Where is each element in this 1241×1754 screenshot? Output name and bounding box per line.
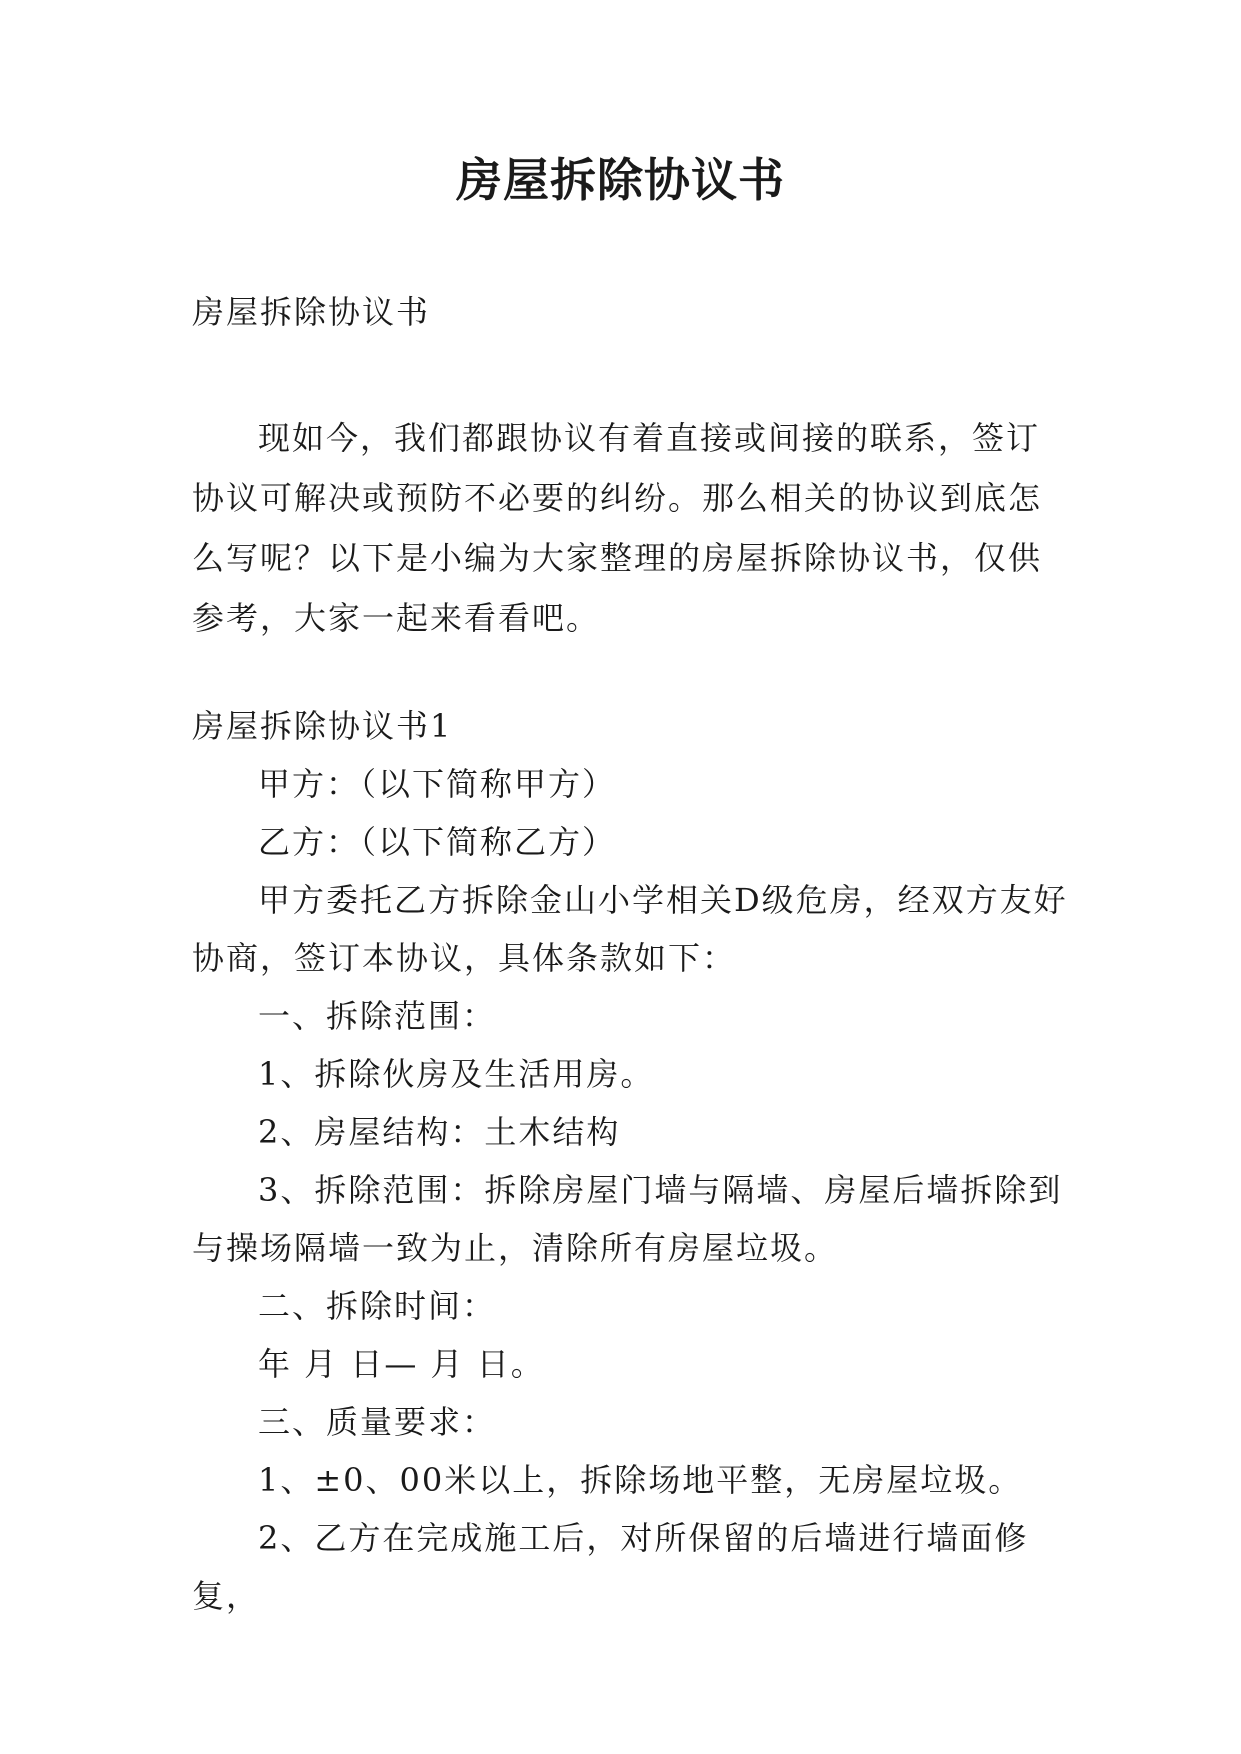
clause-item: 1、±0、00米以上，拆除场地平整，无房屋垃圾。 bbox=[258, 1461, 1023, 1499]
clause-heading-quality: 三、质量要求： bbox=[258, 1403, 497, 1441]
document-subtitle: 房屋拆除协议书 bbox=[192, 293, 431, 331]
section-heading: 房屋拆除协议书1 bbox=[192, 707, 453, 745]
document-title: 房屋拆除协议书 bbox=[456, 153, 785, 207]
clause-heading-time: 二、拆除时间： bbox=[258, 1287, 497, 1325]
intro-paragraph: 现如今，我们都跟协议有着直接或间接的联系，签订协议可解决或预防不必要的纠纷。那么相关的协议到底怎么写呢？以下是小编为大家整理的房屋拆除协议书，仅供参考，大家一起来看看吧。 bbox=[192, 419, 1043, 637]
date-line: 年 月 日— 月 日。 bbox=[258, 1345, 545, 1383]
agreement-section bbox=[192, 697, 1072, 1625]
clause-heading-scope: 一、拆除范围： bbox=[258, 997, 497, 1035]
clause-item: 3、拆除范围：拆除房屋门墙与隔墙、房屋后墙拆除到与操场隔墙一致为止，清除所有房屋垃圾。 bbox=[192, 1171, 1063, 1267]
party-b-line: 乙方：（以下简称乙方） bbox=[258, 823, 617, 861]
preamble-paragraph: 甲方委托乙方拆除金山小学相关D级危房，经双方友好协商，签订本协议，具体条款如下： bbox=[192, 881, 1068, 977]
party-a-line: 甲方：（以下简称甲方） bbox=[258, 765, 617, 803]
clause-item: 2、乙方在完成施工后，对所保留的后墙进行墙面修复， bbox=[192, 1519, 1029, 1615]
clause-item: 2、房屋结构：土木结构 bbox=[258, 1113, 621, 1151]
clause-item: 1、拆除伙房及生活用房。 bbox=[258, 1055, 655, 1093]
